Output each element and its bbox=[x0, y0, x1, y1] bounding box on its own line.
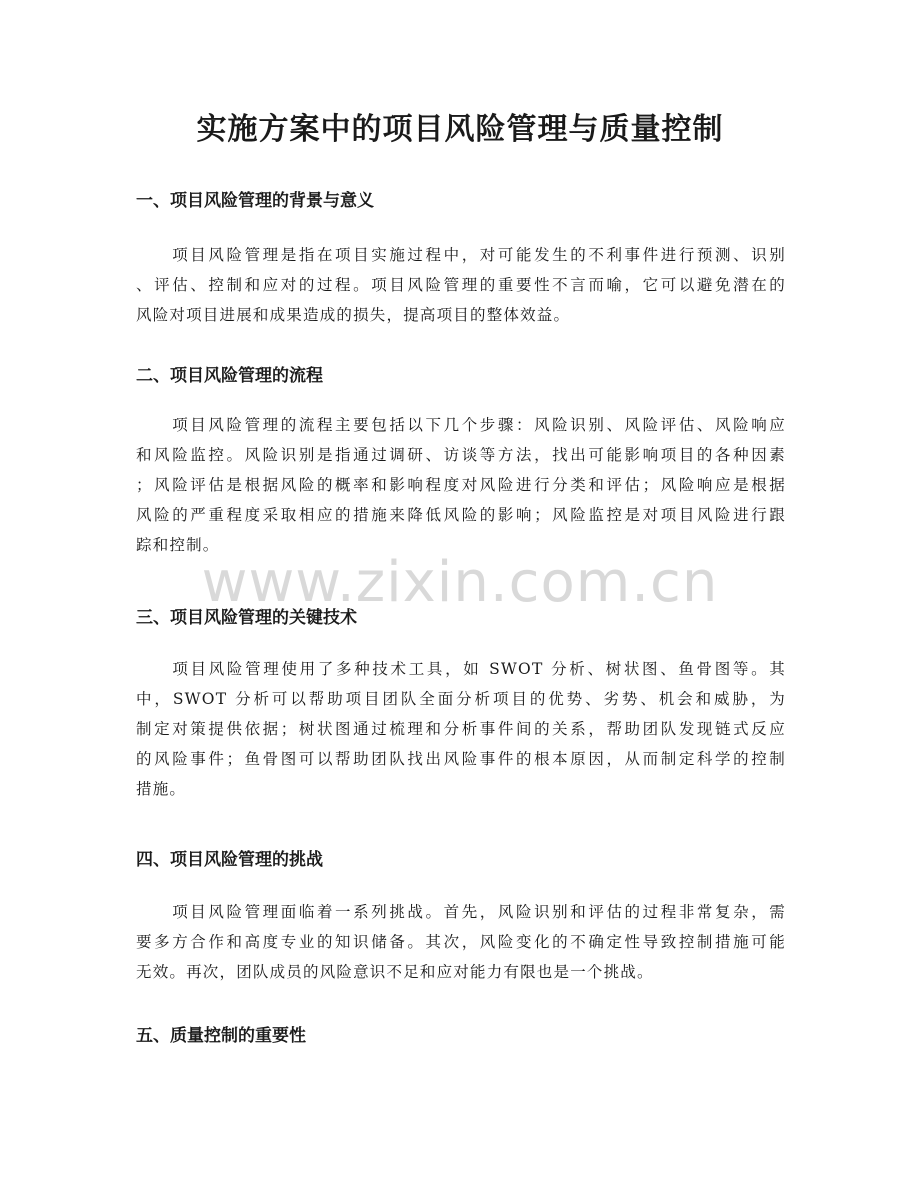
section-heading-5: 五、质量控制的重要性 bbox=[136, 1026, 306, 1046]
document-title: 实施方案中的项目风险管理与质量控制 bbox=[196, 112, 724, 147]
paragraph-line: 踪和控制。 bbox=[136, 536, 220, 554]
paragraph-line: 、评估、控制和应对的过程。项目风险管理的重要性不言而喻，它可以避免潜在的 bbox=[136, 276, 786, 294]
paragraph-line: 无效。再次，团队成员的风险意识不足和应对能力有限也是一个挑战。 bbox=[136, 963, 654, 981]
section-paragraph-1 bbox=[136, 240, 786, 330]
paragraph-line: 要多方合作和高度专业的知识储备。其次，风险变化的不确定性导致控制措施可能 bbox=[136, 933, 786, 951]
paragraph-line: 和风险监控。风险识别是指通过调研、访谈等方法，找出可能影响项目的各种因素 bbox=[136, 446, 786, 464]
paragraph-line: 项目风险管理的流程主要包括以下几个步骤：风险识别、风险评估、风险响应 bbox=[136, 416, 786, 434]
section-heading-2: 二、项目风险管理的流程 bbox=[136, 366, 323, 386]
section-heading-3: 三、项目风险管理的关键技术 bbox=[136, 608, 357, 628]
paragraph-line: 项目风险管理使用了多种技术工具，如 SWOT 分析、树状图、鱼骨图等。其 bbox=[136, 660, 786, 678]
section-heading-4: 四、项目风险管理的挑战 bbox=[136, 850, 323, 870]
paragraph-line: 制定对策提供依据；树状图通过梳理和分析事件间的关系，帮助团队发现链式反应 bbox=[136, 720, 786, 738]
paragraph-line: 项目风险管理是指在项目实施过程中，对可能发生的不利事件进行预测、识别 bbox=[136, 246, 786, 264]
paragraph-line: 中，SWOT 分析可以帮助项目团队全面分析项目的优势、劣势、机会和威胁，为 bbox=[136, 690, 786, 708]
paragraph-line: 的风险事件；鱼骨图可以帮助团队找出风险事件的根本原因，从而制定科学的控制 bbox=[136, 750, 786, 768]
paragraph-line: 项目风险管理面临着一系列挑战。首先，风险识别和评估的过程非常复杂，需 bbox=[136, 903, 786, 921]
paragraph-line: ；风险评估是根据风险的概率和影响程度对风险进行分类和评估；风险响应是根据 bbox=[136, 476, 786, 494]
watermark: www.zixin.com.cn bbox=[201, 550, 719, 615]
paragraph-line: 措施。 bbox=[136, 780, 187, 798]
paragraph-line: 风险对项目进展和成果造成的损失，提高项目的整体效益。 bbox=[136, 306, 571, 324]
paragraph-line: 风险的严重程度采取相应的措施来降低风险的影响；风险监控是对项目风险进行跟 bbox=[136, 506, 786, 524]
section-paragraph-2 bbox=[136, 410, 786, 560]
section-paragraph-4 bbox=[136, 897, 786, 987]
section-paragraph-3 bbox=[136, 654, 786, 804]
section-heading-1: 一、项目风险管理的背景与意义 bbox=[136, 191, 374, 211]
